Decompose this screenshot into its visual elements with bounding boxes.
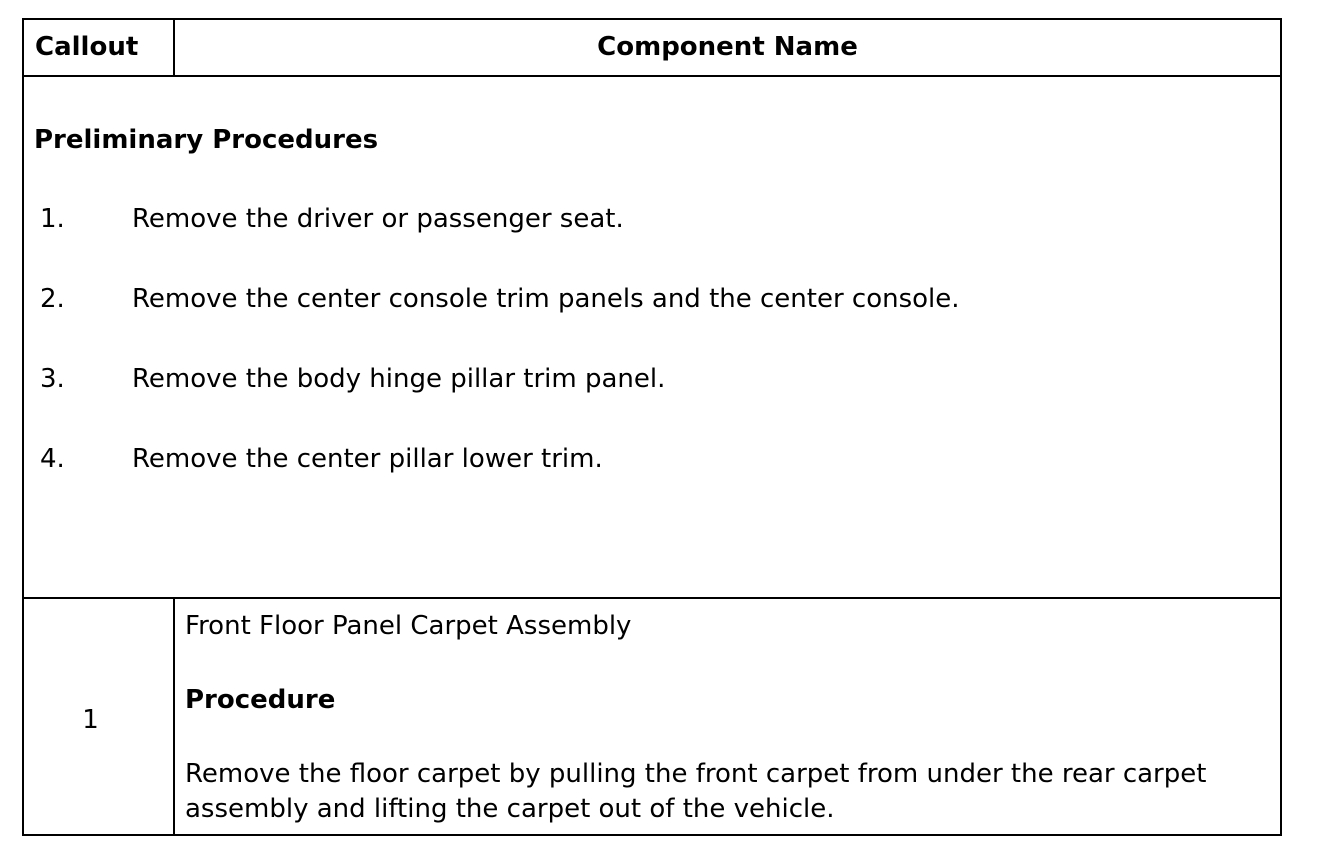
step-text: Remove the driver or passenger seat. (132, 204, 624, 234)
step-text: Remove the center console trim panels and the center console. (132, 284, 960, 314)
step-number: 4. (40, 444, 65, 474)
preliminary-procedures-title: Preliminary Procedures (34, 125, 379, 155)
component-name-column-header: Component Name (597, 32, 858, 62)
step-text: Remove the body hinge pillar trim panel. (132, 364, 666, 394)
component-name: Front Floor Panel Carpet Assembly (185, 611, 632, 641)
callout-cell (24, 599, 175, 834)
component-cell (175, 599, 1280, 834)
table-header-row (24, 20, 1280, 77)
callout-column-header: Callout (24, 20, 175, 75)
step-text: Remove the center pillar lower trim. (132, 444, 603, 474)
step-number: 2. (40, 284, 65, 314)
procedure-table (22, 18, 1282, 836)
preliminary-procedures-section (24, 77, 1280, 599)
procedure-heading: Procedure (185, 685, 336, 715)
table-row (24, 599, 1280, 834)
callout-number: 1 (82, 705, 99, 735)
step-number: 3. (40, 364, 65, 394)
step-number: 1. (40, 204, 65, 234)
procedure-text: Remove the floor carpet by pulling the front carpet from under the rear carpet assembly and lifting the carpet out of the vehicle. (185, 759, 1207, 824)
